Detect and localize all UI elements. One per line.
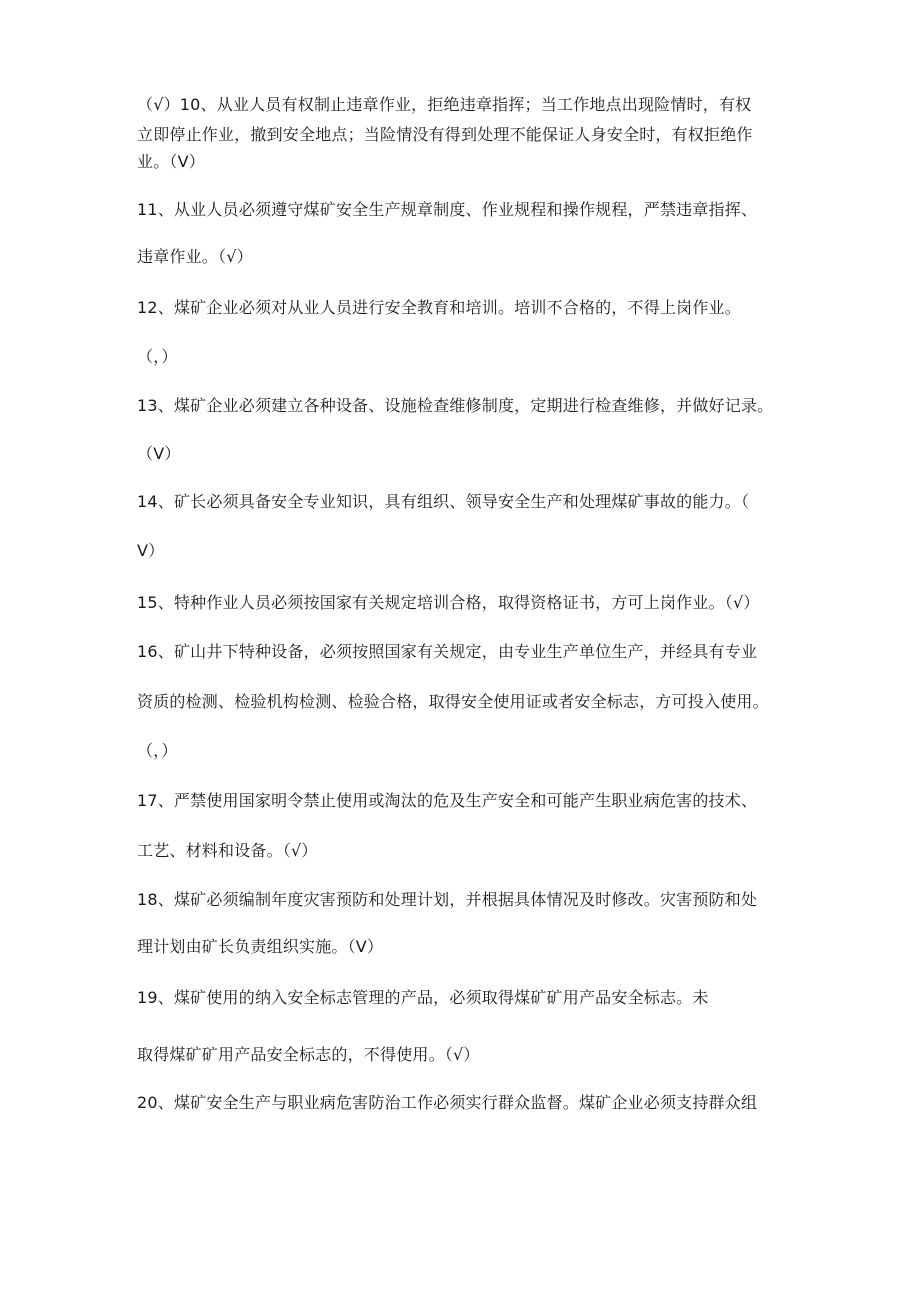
text-line: 17、严禁使用国家明令禁止使用或淘汰的危及生产安全和可能产生职业病危害的技术、 [137,791,758,810]
text-line: 13、煤矿企业必须建立各种设备、设施检查维修制度，定期进行检查维修，并做好记录。 [137,396,774,415]
text-line: 理计划由矿长负责组织实施。（V） [137,937,384,956]
text-line: 16、矿山井下特种设备，必须按照国家有关规定，由专业生产单位生产，并经具有专业 [137,642,758,661]
text-line: （，） [137,741,178,760]
text-line: 立即停止作业，撤到安全地点；当险情没有得到处理不能保证人身安全时，有权拒绝作 [137,125,753,144]
text-line: （V） [137,444,181,463]
text-line: 15、特种作业人员必须按国家有关规定培训合格，取得资格证书，方可上岗作业。（√） [137,593,760,612]
text-line: （，） [137,347,178,366]
text-line: V） [137,541,165,560]
text-line: 业。（V） [137,152,205,171]
text-line: 19、煤矿使用的纳入安全标志管理的产品，必须取得煤矿矿用产品安全标志。未 [137,988,709,1007]
text-line: 18、煤矿必须编制年度灾害预防和处理计划，并根据具体情况及时修改。灾害预防和处 [137,890,758,909]
text-line: 20、煤矿安全生产与职业病危害防治工作必须实行群众监督。煤矿企业必须支持群众组 [137,1093,758,1112]
text-line: （√）10、从业人员有权制止违章作业，拒绝违章指挥；当工作地点出现险情时，有权 [137,95,752,114]
text-line: 资质的检测、检验机构检测、检验合格，取得安全使用证或者安全标志，方可投入使用。 [137,692,769,711]
text-line: 12、煤矿企业必须对从业人员进行安全教育和培训。培训不合格的，不得上岗作业。 [137,298,741,317]
text-line: 14、矿长必须具备安全专业知识，具有组织、领导安全生产和处理煤矿事故的能力。（ [137,492,750,511]
text-line: 11、从业人员必须遵守煤矿安全生产规章制度、作业规程和操作规程，严禁违章指挥、 [137,200,758,219]
text-line: 违章作业。（√） [137,247,253,266]
text-line: 取得煤矿矿用产品安全标志的，不得使用。（√） [137,1045,480,1064]
text-line: 工艺、材料和设备。（√） [137,841,318,860]
